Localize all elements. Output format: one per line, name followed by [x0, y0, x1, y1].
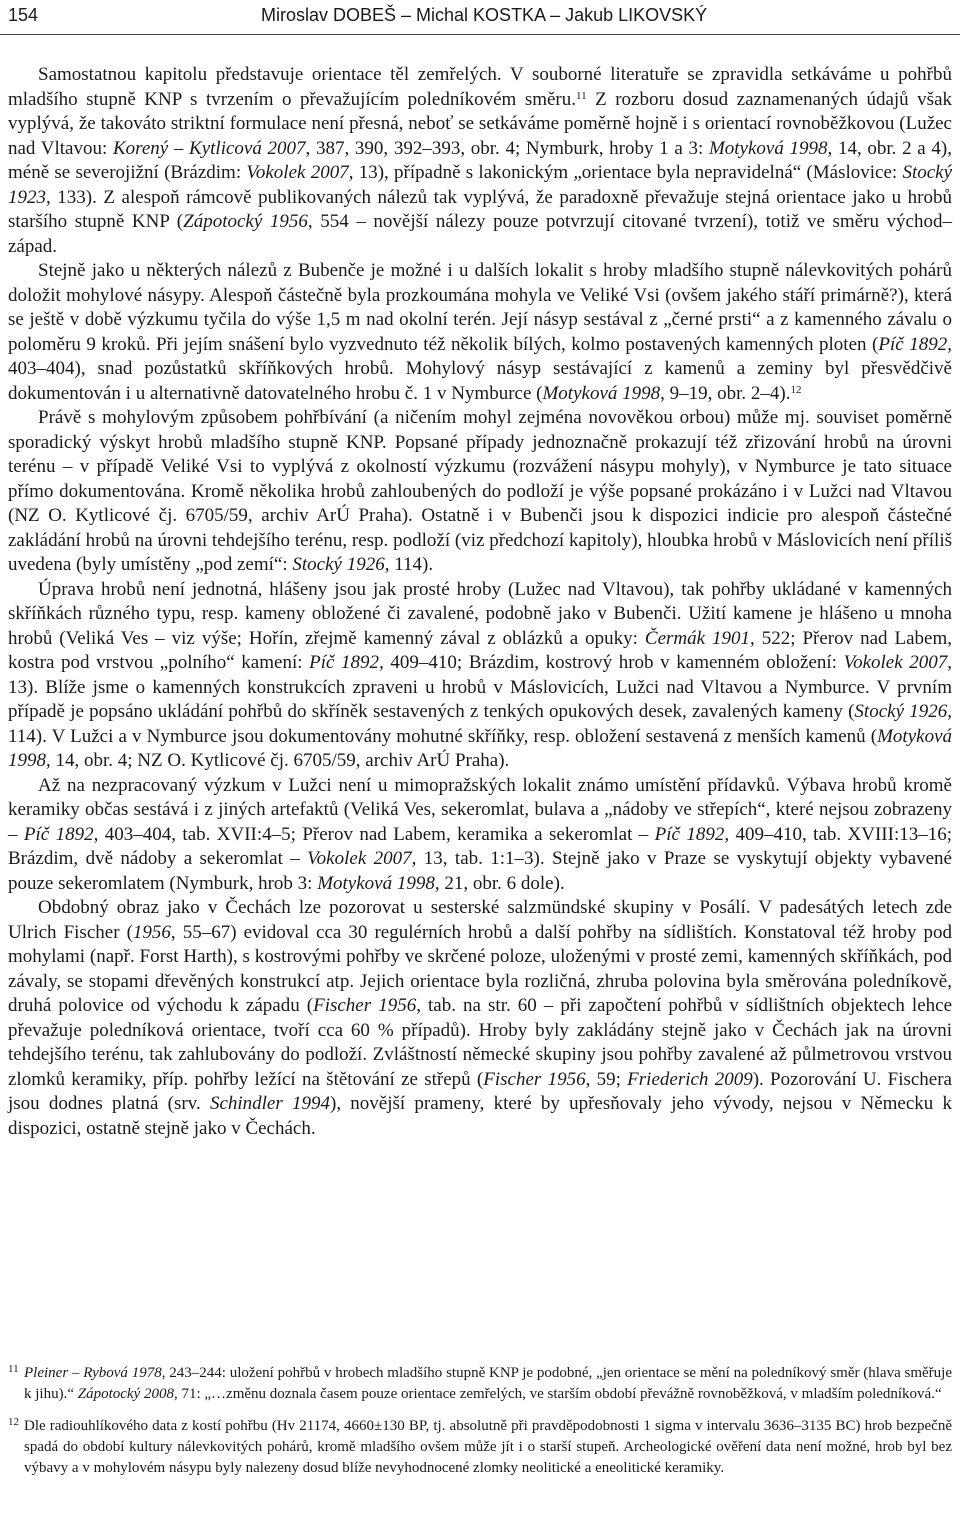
citation-text: Motyková 1998 — [8, 725, 952, 771]
citation-text: Vokolek 2007 — [246, 162, 349, 183]
footnote-number: 11 — [8, 1363, 19, 1375]
citation-text: Zápotocký 2008 — [77, 1386, 174, 1402]
citation-text: Vokolek 2007 — [307, 848, 412, 869]
body-paragraph — [8, 63, 952, 259]
text-run: ), novější prameny, které by upřesňovaly jeho vývody, nejsou v Německu k dispozici, ostatně stejně jako v Čechách. — [8, 1093, 952, 1139]
text-run: , 13, tab. 1:1–3). Stejně jako v Praze se vyskytují objekty vybavené pouze sekeromlatem (Nymburk, hrob 3: — [8, 848, 952, 894]
citation-text: Motyková 1998 — [708, 137, 828, 159]
text-run: , 71: „…změnu doznala časem pouze orientace zemřelých, ve starším období převážně rovnoběžková, v mladším poledníková.“ — [173, 1386, 942, 1402]
citation-text: Fischer 1956 — [313, 995, 417, 1016]
text-run: Úprava hrobů není jednotná, hlášeny jsou jak prosté hroby (Lužec nad Vltavou), tak pohřby ukládané v kamenných skříňkách různého typu, resp. kameny obložené či zavalené, podobně jako v Bubenči. Užití kamene je hlášeno u mnoha hrobů (Veliká Ves – viz výše; Hořín, zřejmě kamenný zával z oblázků a opuky: — [8, 578, 952, 649]
text-run: , 13). Blíže jsme o kamenných konstrukcích zpraveni u hrobů v Máslovicích, Lužci nad Vltavou a Nymburce. V prvním případě je popsáno ukládání pohřbů do skříněk sestavených z tenkých opukových desek, zavalených kameny ( — [8, 652, 953, 722]
footnotes — [8, 1363, 952, 1490]
citation-text: Píč 1892 — [309, 652, 380, 673]
body-paragraph — [8, 406, 952, 578]
citation-text: Fischer 1956 — [483, 1068, 586, 1090]
citation-text: Píč 1892 — [23, 823, 94, 845]
running-head-authors: Miroslav DOBEŠ – Michal KOSTKA – Jakub LIKOVSKÝ — [261, 5, 708, 25]
text-run: , 243–244: uložení pohřbů v hrobech mladšího stupně KNP je podobné, „jen orientace se mění na poledníkový směr (hlava směřuje k jihu).“ — [24, 1365, 953, 1402]
citation-text: Stocký 1923 — [8, 162, 953, 208]
text-run: Až na nezpracovaný výzkum v Lužci není u mimopražských lokalit známo umístění přídavků. Výbava hrobů kromě keramiky občas sestává i z jiných artefaktů (Veliká Ves, sekeromlat, bulava a „nádoby ve střepích“, které nejsou zobrazeny – — [8, 774, 952, 845]
text-run: , 554 – novější nálezy pouze potvrzují citované tvrzení), totiž ve směru východ–západ. — [8, 211, 952, 257]
text-run: , 21, obr. 6 dole). — [434, 872, 565, 894]
citation-text: 1956 — [132, 921, 171, 943]
text-run: , 522; Přerov nad Labem, kostra pod vrstvou „polního“ kamení: — [8, 627, 952, 673]
footnote — [8, 1363, 952, 1405]
citation-text: Čermák 1901 — [644, 627, 751, 649]
citation-text: Friederich 2009 — [627, 1068, 753, 1090]
citation-text: Zápotocký 1956 — [183, 211, 308, 232]
text-run: , 55–67) evidoval cca 30 regulérních hrobů a další pohřby na sídlištích. Konstatoval též hroby pod mohylami (např. Forst Harth), s kostrovými pohřby ve skrčené poloze, uloženými v prosté zemi, kamenných skříňkách, pod závaly, se stopami dřevěných konstrukcí atp. Jejich orientace byla rozličná, zhruba polovina byla směrována poledníkově, druhá polovice od východu k západu ( — [8, 921, 952, 1016]
citation-text: Stocký 1926 — [292, 554, 385, 575]
text-run: , tab. na str. 60 – při započtení pohřbů v sídlištních objektech lehce převažuje poledníková orientace, tvoří cca 60 % případů). Hroby byly zakládány stejně jako v Čechách jak na úrovni tehdejšího terénu, tak zahlubovány do podloží. Zvláštností německé skupiny jsou pohřby zavalené až půlmetrovou vrstvou zlomků keramiky, příp. pohřby ležící na štětování ze střepů ( — [8, 995, 953, 1090]
footnote-number: 12 — [8, 1416, 19, 1428]
footnote — [8, 1416, 952, 1479]
body-text — [8, 63, 952, 1141]
page-number: 154 — [8, 5, 39, 25]
body-paragraph — [8, 774, 952, 897]
text-run: , 403–404, tab. XVII:4–5; Přerov nad Labem, keramika a sekeromlat – — [93, 823, 655, 845]
text-run: , 387, 390, 392–393, obr. 4; Nymburk, hroby 1 a 3: — [305, 137, 709, 159]
text-run: , 409–410; Brázdim, kostrový hrob v kamenném obložení: — [379, 652, 844, 673]
footnote-reference: 11 — [576, 89, 587, 102]
text-run: Právě s mohylovým způsobem pohřbívání (a ničením mohyl zejména novověkou orbou) může mj. souviset poměrně sporadický výskyt hrobů mladšího stupně KNP. Popsané případy jednoznačně prokazují též zřizování hrobů na úrovni terénu – v případě Veliké Vsi to vyplývá z okolností výzkumu (rozvážení násypu mohyly), v Nymburce je tato situace přímo dokumentována. Kromě několika hrobů zahloubených do podloží je výše popsané prokázáno i v Lužci nad Vltavou (NZ O. Kytlicové čj. 6705/59, archiv ArÚ Praha). Ostatně i v Bubenči jsou k dispozici indicie pro alespoň částečné zakládání hrobů na úrovni tehdejšího terénu, resp. podloží (viz předchozí kapitoly), hloubka hrobů v Máslovicích není příliš uvedena (byly umístěny „pod zemí“: — [8, 407, 952, 575]
footnote-reference: 12 — [790, 383, 802, 396]
text-run: , 409–410, tab. XVIII:13–16; Brázdim, dvě nádoby a sekeromlat – — [8, 823, 953, 869]
text-run: , 59; — [585, 1068, 628, 1090]
text-run: Stejně jako u některých nálezů z Bubenče je možné i u dalších lokalit s hroby mladšího stupně nálevkovitých pohárů doložit mohylové násypy. Alespoň částečně byla prozkoumána mohyla ve Veliké Vsi (ovšem jakého stáří primárně?), která se ještě v době výzkumu tyčila do výše 1,5 m nad okolní terén. Její násyp sestával z „černé prsti“ a z kamenného závalu o poloměru 9 kroků. Při jejím snášení bylo vyzvednuto též několik bílých, kolmo postavených kamenných ploten ( — [8, 260, 952, 355]
text-run: , 403–404), snad pozůstatků skříňkových hrobů. Mohylový násyp sestávající z kamenů a zeminy byl přesvědčivě dokumentován i u alternativně datovatelného hrobu č. 1 v Nymburce ( — [8, 333, 952, 404]
citation-text: Pleiner – Rybová 1978 — [24, 1365, 162, 1381]
citation-text: Píč 1892 — [654, 823, 725, 845]
text-run: , 14, obr. 2 a 4), méně se severojižní (Brázdim: — [8, 137, 952, 183]
text-run: , 133). Z alespoň rámcově publikovaných nálezů tak vyplývá, že paradoxně převažuje stejná orientace jako u hrobů staršího stupně KNP ( — [8, 186, 952, 232]
citation-text: Motyková 1998 — [317, 872, 435, 894]
citation-text: Vokolek 2007 — [843, 652, 948, 673]
citation-text: Korený – Kytlicová 2007 — [112, 137, 306, 159]
text-run: Z rozboru dosud zaznamenaných údajů však vyplývá, že takováto striktní formulace není přesná, neboť se setkáváme poměrně hojně i s orientací rovnoběžkovou (Lužec nad Vltavou: — [8, 88, 953, 159]
page-header — [0, 0, 960, 34]
text-run: , 114). V Lužci a v Nymburce jsou dokumentovány mohutné skříňky, resp. obložení sestavená z menších kamenů ( — [8, 701, 952, 747]
citation-text: Píč 1892 — [878, 333, 948, 355]
text-run: , 9–19, obr. 2–4). — [660, 382, 791, 404]
text-run: Samostatnou kapitolu představuje orientace těl zemřelých. V souborné literatuře se zpravidla setkáváme u pohřbů mladšího stupně KNP s tvrzením o převažujícím poledníkovém směru. — [8, 64, 952, 110]
text-run: Dle radiouhlíkového data z kostí pohřbu (Hv 21174, 4660±130 BP, tj. absolutně při pravděpodobnosti 1 sigma v intervalu 3636–3135 BC) hrob bezpečně spadá do období kultury nálevkovitých pohárů, kromě mladšího ovšem může jít i o starší stupeň. Archeologické ověření data není možné, hrob byl bez výbavy a v mohylovém násypu byly nalezeny dosud blíže nevyhodnocené zlomky neolitické a eneolitické keramiky. — [24, 1418, 952, 1476]
body-paragraph — [8, 578, 952, 774]
text-run: , 13), případně s lakonickým „orientace byla nepravidelná“ (Máslovice: — [348, 162, 903, 183]
text-run: , 114). — [384, 554, 434, 575]
citation-text: Stocký 1926 — [854, 701, 948, 722]
text-run: ). Pozorování U. Fischera jsou dodnes platná (srv. — [8, 1068, 952, 1114]
citation-text: Schindler 1994 — [209, 1093, 330, 1114]
body-paragraph — [8, 896, 952, 1141]
text-run: Obdobný obraz jako v Čechách lze pozorovat u sesterské salzmündské skupiny v Posálí. V padesátých letech zde Ulrich Fischer ( — [8, 897, 952, 943]
body-paragraph — [8, 259, 952, 406]
text-run: , 14, obr. 4; NZ O. Kytlicové čj. 6705/59, archiv ArÚ Praha). — [46, 750, 510, 771]
citation-text: Motyková 1998 — [542, 382, 661, 404]
header-rule — [0, 34, 960, 35]
